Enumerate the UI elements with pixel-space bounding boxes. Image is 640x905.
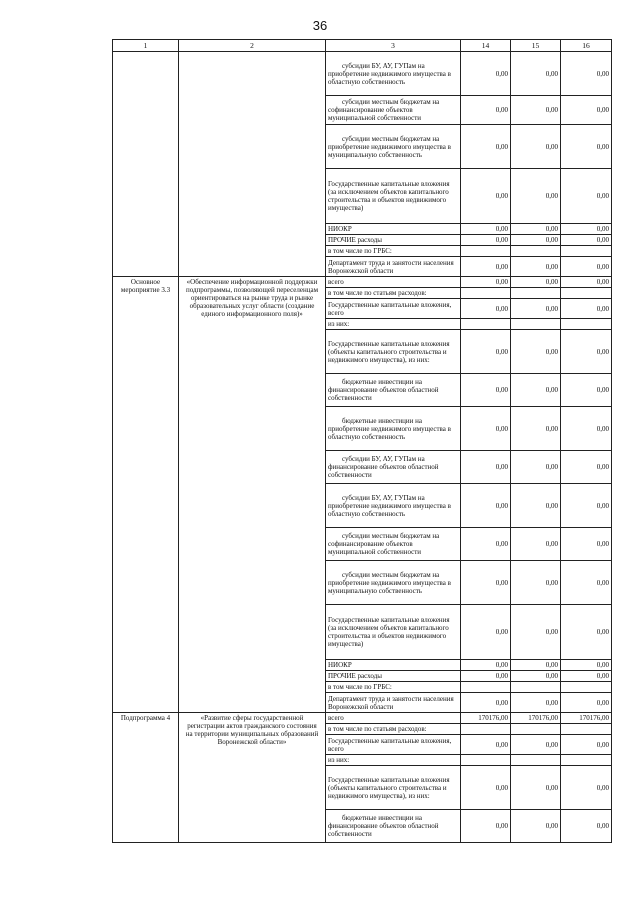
value-cell: 0,00 bbox=[511, 52, 561, 96]
value-cell: 0,00 bbox=[511, 299, 561, 319]
value-cell bbox=[561, 288, 612, 299]
header-cell: 15 bbox=[511, 40, 561, 52]
value-cell: 0,00 bbox=[461, 277, 511, 288]
expense-label: субсидии местным бюджетам на приобретение недвижимого имущества в муниципальную собственность bbox=[326, 561, 461, 605]
value-cell bbox=[461, 288, 511, 299]
row-group-name: Подпрограмма 4 bbox=[113, 713, 179, 843]
value-cell: 0,00 bbox=[511, 766, 561, 810]
expense-label: в том числе по статьям расходов: bbox=[326, 724, 461, 735]
value-cell bbox=[561, 724, 612, 735]
expense-label: Государственные капитальные вложения (за исключением объектов капитального строительства и объектов недвижимого имущества) bbox=[326, 169, 461, 224]
value-cell: 0,00 bbox=[511, 693, 561, 713]
expense-label: Департамент труда и занятости населения Воронежской области bbox=[326, 257, 461, 277]
value-cell: 0,00 bbox=[561, 224, 612, 235]
value-cell: 0,00 bbox=[461, 299, 511, 319]
value-cell: 0,00 bbox=[511, 671, 561, 682]
expense-label: из них: bbox=[326, 755, 461, 766]
row-group-description bbox=[179, 52, 326, 277]
expense-label: ПРОЧИЕ расходы bbox=[326, 671, 461, 682]
value-cell: 0,00 bbox=[461, 169, 511, 224]
expense-label: всего bbox=[326, 713, 461, 724]
value-cell: 0,00 bbox=[511, 810, 561, 843]
value-cell: 0,00 bbox=[461, 257, 511, 277]
expense-label: субсидии БУ, АУ, ГУПам на приобретение недвижимого имущества в областную собственность bbox=[326, 484, 461, 528]
value-cell: 0,00 bbox=[561, 235, 612, 246]
value-cell: 0,00 bbox=[561, 330, 612, 374]
value-cell bbox=[511, 724, 561, 735]
row-group-name: Основное мероприятие 3.3 bbox=[113, 277, 179, 713]
value-cell: 0,00 bbox=[461, 605, 511, 660]
expense-label: НИОКР bbox=[326, 224, 461, 235]
value-cell: 0,00 bbox=[461, 96, 511, 125]
expense-label: субсидии местным бюджетам на приобретение недвижимого имущества в муниципальную собственность bbox=[326, 125, 461, 169]
expense-label: бюджетные инвестиции на финансирование объектов областной собственности bbox=[326, 810, 461, 843]
row-group-name bbox=[113, 52, 179, 277]
value-cell: 0,00 bbox=[561, 299, 612, 319]
expense-label: ПРОЧИЕ расходы bbox=[326, 235, 461, 246]
value-cell: 0,00 bbox=[461, 451, 511, 484]
value-cell: 0,00 bbox=[461, 561, 511, 605]
row-group-description: «Развитие сферы государственной регистрации актов гражданского состояния на территории муниципальных образований Воронежской области» bbox=[179, 713, 326, 843]
value-cell: 0,00 bbox=[511, 235, 561, 246]
value-cell: 0,00 bbox=[511, 660, 561, 671]
budget-table bbox=[112, 39, 612, 843]
expense-label: в том числе по ГРБС: bbox=[326, 682, 461, 693]
value-cell: 0,00 bbox=[561, 374, 612, 407]
value-cell: 0,00 bbox=[461, 528, 511, 561]
value-cell: 0,00 bbox=[461, 374, 511, 407]
value-cell: 0,00 bbox=[511, 96, 561, 125]
value-cell: 0,00 bbox=[461, 125, 511, 169]
value-cell: 0,00 bbox=[511, 605, 561, 660]
value-cell: 0,00 bbox=[511, 330, 561, 374]
expense-label: Государственные капитальные вложения (за исключением объектов капитального строительства и объектов недвижимого имущества) bbox=[326, 605, 461, 660]
expense-label: в том числе по ГРБС: bbox=[326, 246, 461, 257]
expense-label: в том числе по статьям расходов: bbox=[326, 288, 461, 299]
value-cell: 0,00 bbox=[461, 671, 511, 682]
value-cell: 0,00 bbox=[561, 605, 612, 660]
expense-label: субсидии БУ, АУ, ГУПам на приобретение недвижимого имущества в областную собственность bbox=[326, 52, 461, 96]
value-cell: 0,00 bbox=[461, 330, 511, 374]
value-cell: 0,00 bbox=[561, 484, 612, 528]
value-cell: 0,00 bbox=[511, 561, 561, 605]
expense-label: Государственные капитальные вложения (объекты капитального строительства и недвижимого имущества), из них: bbox=[326, 330, 461, 374]
value-cell: 0,00 bbox=[561, 169, 612, 224]
expense-label: всего bbox=[326, 277, 461, 288]
value-cell bbox=[511, 682, 561, 693]
value-cell: 0,00 bbox=[561, 561, 612, 605]
value-cell bbox=[461, 755, 511, 766]
value-cell: 0,00 bbox=[561, 528, 612, 561]
expense-label: Государственные капитальные вложения, всего bbox=[326, 735, 461, 755]
value-cell bbox=[461, 724, 511, 735]
value-cell bbox=[511, 319, 561, 330]
row-group-description: «Обеспечение информационной поддержки подпрограммы, позволяющей переселенцам ориентироваться на рынке труда и рынке образовательных услуг области (создание единого информационного поля)» bbox=[179, 277, 326, 713]
value-cell: 0,00 bbox=[461, 52, 511, 96]
value-cell: 0,00 bbox=[511, 735, 561, 755]
value-cell: 0,00 bbox=[511, 257, 561, 277]
value-cell: 170176,00 bbox=[561, 713, 612, 724]
table-row bbox=[113, 52, 612, 96]
value-cell: 0,00 bbox=[511, 277, 561, 288]
value-cell bbox=[561, 246, 612, 257]
value-cell bbox=[511, 288, 561, 299]
value-cell bbox=[461, 319, 511, 330]
value-cell: 0,00 bbox=[511, 125, 561, 169]
header-row bbox=[113, 40, 612, 52]
value-cell: 170176,00 bbox=[461, 713, 511, 724]
value-cell: 0,00 bbox=[511, 484, 561, 528]
value-cell: 0,00 bbox=[461, 235, 511, 246]
value-cell: 0,00 bbox=[461, 735, 511, 755]
table-row bbox=[113, 277, 612, 288]
value-cell: 0,00 bbox=[561, 660, 612, 671]
value-cell bbox=[511, 755, 561, 766]
value-cell: 0,00 bbox=[511, 451, 561, 484]
expense-label: субсидии местным бюджетам на софинансирование объектов муниципальной собственности bbox=[326, 96, 461, 125]
header-cell: 1 bbox=[113, 40, 179, 52]
value-cell: 0,00 bbox=[461, 224, 511, 235]
value-cell: 0,00 bbox=[561, 277, 612, 288]
expense-label: Департамент труда и занятости населения Воронежской области bbox=[326, 693, 461, 713]
value-cell: 0,00 bbox=[561, 735, 612, 755]
value-cell: 0,00 bbox=[561, 52, 612, 96]
value-cell: 170176,00 bbox=[511, 713, 561, 724]
value-cell bbox=[561, 682, 612, 693]
value-cell: 0,00 bbox=[511, 169, 561, 224]
value-cell: 0,00 bbox=[561, 766, 612, 810]
value-cell bbox=[511, 246, 561, 257]
value-cell: 0,00 bbox=[511, 407, 561, 451]
value-cell: 0,00 bbox=[461, 407, 511, 451]
expense-label: бюджетные инвестиции на финансирование объектов областной собственности bbox=[326, 374, 461, 407]
value-cell: 0,00 bbox=[511, 224, 561, 235]
value-cell: 0,00 bbox=[461, 810, 511, 843]
value-cell: 0,00 bbox=[561, 125, 612, 169]
header-cell: 14 bbox=[461, 40, 511, 52]
value-cell bbox=[461, 246, 511, 257]
header-cell: 16 bbox=[561, 40, 612, 52]
value-cell bbox=[561, 755, 612, 766]
value-cell: 0,00 bbox=[561, 451, 612, 484]
value-cell: 0,00 bbox=[561, 257, 612, 277]
value-cell: 0,00 bbox=[461, 484, 511, 528]
value-cell: 0,00 bbox=[561, 96, 612, 125]
value-cell: 0,00 bbox=[461, 766, 511, 810]
value-cell bbox=[461, 682, 511, 693]
expense-label: субсидии местным бюджетам на софинансирование объектов муниципальной собственности bbox=[326, 528, 461, 561]
header-cell: 3 bbox=[326, 40, 461, 52]
expense-label: бюджетные инвестиции на приобретение недвижимого имущества в областную собственность bbox=[326, 407, 461, 451]
value-cell: 0,00 bbox=[561, 693, 612, 713]
table-row bbox=[113, 713, 612, 724]
expense-label: Государственные капитальные вложения (объекты капитального строительства и недвижимого имущества), из них: bbox=[326, 766, 461, 810]
expense-label: из них: bbox=[326, 319, 461, 330]
value-cell: 0,00 bbox=[511, 528, 561, 561]
value-cell bbox=[561, 319, 612, 330]
expense-label: субсидии БУ, АУ, ГУПам на финансирование объектов областной собственности bbox=[326, 451, 461, 484]
value-cell: 0,00 bbox=[461, 693, 511, 713]
value-cell: 0,00 bbox=[511, 374, 561, 407]
value-cell: 0,00 bbox=[561, 671, 612, 682]
value-cell: 0,00 bbox=[561, 810, 612, 843]
table-body bbox=[113, 52, 612, 843]
header-cell: 2 bbox=[179, 40, 326, 52]
expense-label: НИОКР bbox=[326, 660, 461, 671]
value-cell: 0,00 bbox=[561, 407, 612, 451]
value-cell: 0,00 bbox=[461, 660, 511, 671]
page-number: 36 bbox=[312, 18, 328, 33]
expense-label: Государственные капитальные вложения, всего bbox=[326, 299, 461, 319]
